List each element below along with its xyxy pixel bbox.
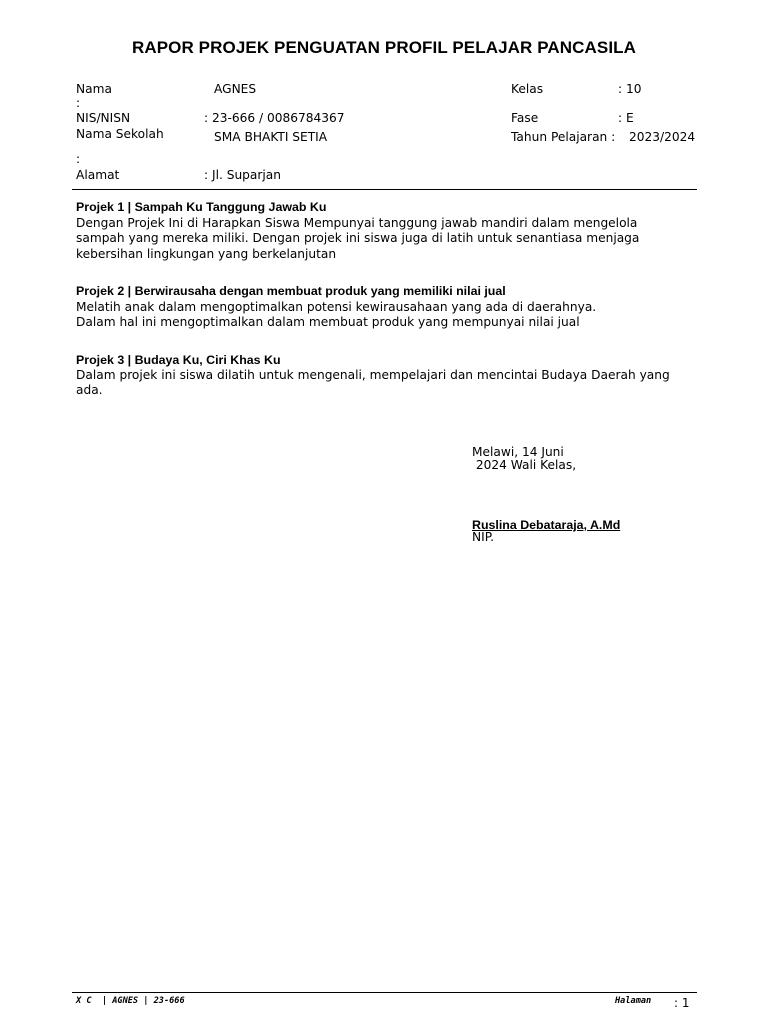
fase-label: Fase xyxy=(511,111,539,125)
project-1-heading: Projek 1 | Sampah Ku Tanggung Jawab Ku xyxy=(76,200,327,214)
project-1-description xyxy=(76,216,701,262)
signature-role: 2024 Wali Kelas, xyxy=(472,458,577,472)
project-2-line: Dalam hal ini mengoptimalkan dalam membuat produk yang mempunyai nilai jual xyxy=(76,315,580,330)
kelas-value: : 10 xyxy=(618,82,642,96)
fase-value: : E xyxy=(618,111,634,125)
project-3-description xyxy=(76,368,701,399)
project-1-line: sampah yang mereka miliki. Dengan projek ini siswa juga di latih untuk senantiasa menjaga xyxy=(76,231,640,246)
header-divider xyxy=(72,189,697,190)
project-1-line: kebersihan lingkungan yang berkelanjutan xyxy=(76,246,337,261)
footer-page-number: : 1 xyxy=(674,996,690,1010)
nama-label: Nama xyxy=(76,82,112,96)
signature-name: Ruslina Debataraja, A.Md xyxy=(472,518,621,532)
project-2-description xyxy=(76,300,701,331)
nama-colon: : xyxy=(76,96,81,110)
signature-place-date: Melawi, 14 Juni xyxy=(472,445,564,459)
footer-divider xyxy=(72,992,697,993)
project-2-heading: Projek 2 | Berwirausaha dengan membuat produk yang memiliki nilai jual xyxy=(76,284,506,298)
nis-label: NIS/NISN xyxy=(76,111,131,125)
footer-halaman-label: Halaman xyxy=(615,996,652,1006)
project-3-heading: Projek 3 | Budaya Ku, Ciri Khas Ku xyxy=(76,353,281,367)
nis-value: : 23-666 / 0086784367 xyxy=(204,111,345,125)
project-3-line: ada. xyxy=(76,383,103,398)
project-1-line: Dengan Projek Ini di Harapkan Siswa Mempunyai tanggung jawab mandiri dalam mengelola xyxy=(76,216,638,230)
sekolah-colon: : xyxy=(76,152,81,166)
page-title: RAPOR PROJEK PENGUATAN PROFIL PELAJAR PANCASILA xyxy=(131,38,637,57)
footer-student-info: X C | AGNES | 23-666 xyxy=(76,996,185,1006)
signature-nip: NIP. xyxy=(472,530,495,544)
sekolah-value: SMA BHAKTI SETIA xyxy=(214,130,328,144)
sekolah-label: Nama Sekolah xyxy=(76,127,164,141)
nama-value: AGNES xyxy=(214,82,257,96)
project-3-line: Dalam projek ini siswa dilatih untuk mengenali, mempelajari dan mencintai Budaya Daerah yang xyxy=(76,368,670,382)
tahun-label: Tahun Pelajaran : xyxy=(511,130,616,144)
alamat-value: : Jl. Suparjan xyxy=(204,168,281,182)
project-2-line: Melatih anak dalam mengoptimalkan potensi kewirausahaan yang ada di daerahnya. xyxy=(76,300,597,314)
kelas-label: Kelas xyxy=(511,82,544,96)
tahun-value: 2023/2024 xyxy=(629,130,696,144)
alamat-label: Alamat xyxy=(76,168,120,182)
